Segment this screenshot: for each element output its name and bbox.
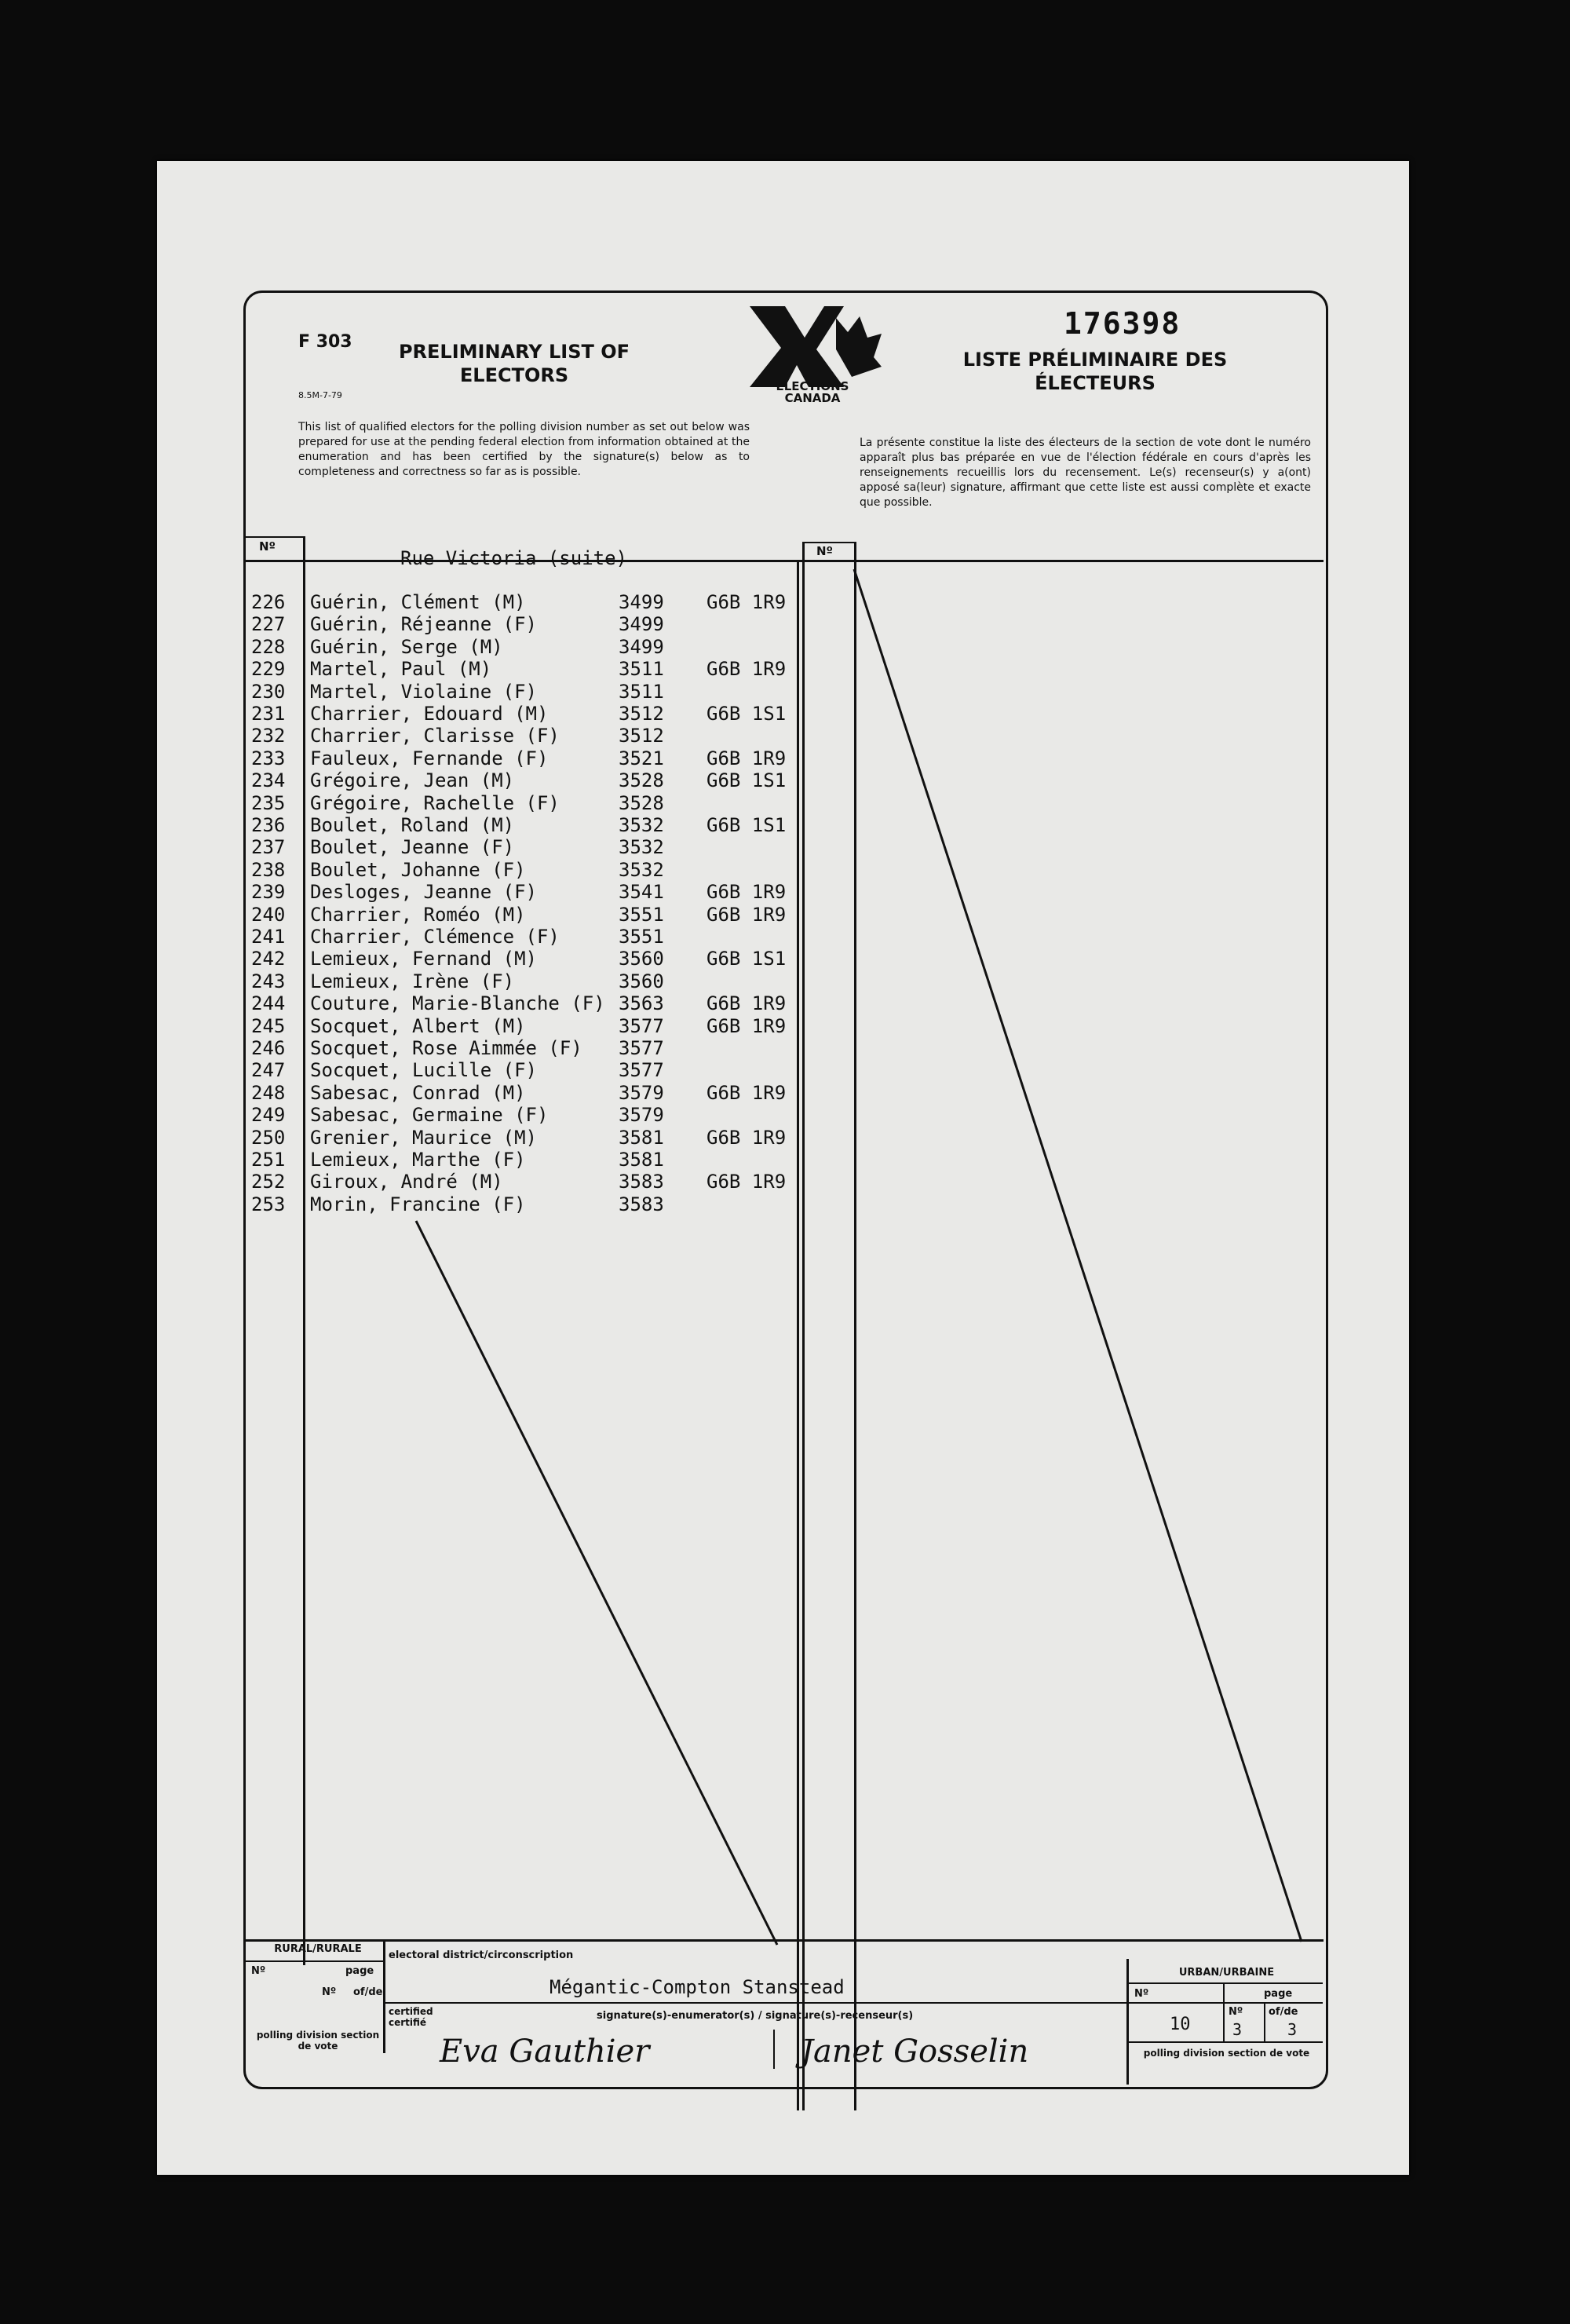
page-number: 3 — [1232, 2020, 1243, 2039]
elector-name: Morin, Francine (F) — [310, 1193, 526, 1215]
table-row — [251, 591, 801, 613]
elector-number: 226 — [251, 591, 286, 613]
elector-address: 3560 — [619, 948, 664, 970]
elector-postal-code: G6B 1R9 — [706, 658, 787, 681]
elector-number: 253 — [251, 1193, 286, 1215]
elector-address: 3581 — [619, 1126, 664, 1149]
elector-number: 230 — [251, 680, 286, 703]
elector-name: Sabesac, Germaine (F) — [310, 1104, 549, 1127]
title-en: PRELIMINARY LIST OF ELECTORS — [398, 341, 630, 386]
elector-number: 249 — [251, 1104, 286, 1127]
street-heading: Rue Victoria (suite) — [400, 547, 627, 569]
table-row — [251, 814, 801, 836]
table-row — [251, 859, 801, 881]
urban-bottom-rule — [1126, 2041, 1323, 2043]
table-row — [251, 1104, 801, 1126]
urban-of-label: of/de — [1269, 2006, 1298, 2018]
rural-rule — [246, 1960, 385, 1962]
table-row — [251, 1193, 801, 1215]
table-row — [251, 970, 801, 992]
table-row — [251, 948, 801, 970]
rural-right-rule — [383, 1939, 385, 2053]
elector-address: 3583 — [619, 1193, 664, 1215]
elector-address: 3499 — [619, 613, 664, 636]
elector-address: 3511 — [619, 680, 664, 703]
elector-postal-code: G6B 1S1 — [706, 703, 787, 725]
logo-text: ELECTIONS CANADA — [776, 379, 849, 405]
elector-number: 227 — [251, 613, 286, 636]
elector-address: 3521 — [619, 747, 664, 769]
table-row — [251, 658, 801, 680]
elector-number: 248 — [251, 1081, 286, 1104]
table-row — [251, 992, 801, 1014]
elector-number: 232 — [251, 725, 286, 747]
certified-label: certified certifié — [389, 2006, 433, 2028]
rural-of-label: of/de — [353, 1986, 383, 1998]
urban-page-no-label: Nº — [1229, 2006, 1243, 2018]
table-row — [251, 769, 801, 791]
district-rule — [383, 2002, 1286, 2004]
elector-address: 3499 — [619, 635, 664, 658]
table-row — [251, 1037, 801, 1059]
table-row — [251, 725, 801, 747]
rural-page-no-label: Nº — [322, 1986, 337, 1998]
elector-name: Boulet, Roland (M) — [310, 814, 515, 836]
table-row — [251, 636, 801, 658]
elector-postal-code: G6B 1R9 — [706, 881, 787, 904]
elector-name: Desloges, Jeanne (F) — [310, 881, 537, 904]
table-row — [251, 926, 801, 948]
elector-address: 3579 — [619, 1104, 664, 1127]
elector-number: 238 — [251, 858, 286, 881]
elector-number: 231 — [251, 703, 286, 725]
elector-name: Charrier, Edouard (M) — [310, 703, 549, 725]
intro-en: This list of qualified electors for the polling division number as set out below was prepared for use at the pending federal election from information obtained at the enumeration and has been certified by the signature(s) below as to completeness and correctness so far as is possible. — [298, 421, 750, 478]
elector-name: Socquet, Lucille (F) — [310, 1059, 537, 1082]
elector-number: 247 — [251, 1059, 286, 1082]
elector-address: 3551 — [619, 926, 664, 948]
elector-address: 3581 — [619, 1149, 664, 1171]
elector-number: 239 — [251, 881, 286, 904]
table-row — [251, 1127, 801, 1149]
elector-number: 240 — [251, 903, 286, 926]
elector-name: Lemieux, Fernand (M) — [310, 948, 537, 970]
elector-name: Charrier, Clémence (F) — [310, 926, 560, 948]
elector-address: 3528 — [619, 791, 664, 814]
table-row — [251, 836, 801, 858]
elector-postal-code: G6B 1R9 — [706, 1014, 787, 1037]
urban-page-rule — [1225, 2002, 1323, 2004]
elector-address: 3528 — [619, 769, 664, 792]
elector-number: 250 — [251, 1126, 286, 1149]
table-row — [251, 1171, 801, 1193]
no-header-left: Nº — [259, 539, 276, 554]
elector-number: 234 — [251, 769, 286, 792]
elector-address: 3532 — [619, 814, 664, 836]
form-code: F 303 — [298, 332, 352, 352]
elector-name: Charrier, Roméo (M) — [310, 903, 526, 926]
elector-name: Socquet, Rose Aimmée (F) — [310, 1037, 582, 1059]
rural-polling-label: polling division section de vote — [256, 2030, 380, 2052]
elector-name: Boulet, Johanne (F) — [310, 858, 526, 881]
urban-rule — [1126, 1982, 1323, 1984]
elector-address: 3560 — [619, 970, 664, 992]
elector-name: Charrier, Clarisse (F) — [310, 725, 560, 747]
urban-left-rule — [1126, 1959, 1129, 2085]
rural-page-label: page — [345, 1965, 374, 1977]
elector-number: 252 — [251, 1171, 286, 1193]
elector-address: 3532 — [619, 836, 664, 859]
elector-address: 3579 — [619, 1081, 664, 1104]
table-row — [251, 747, 801, 769]
signature-1: Eva Gauthier — [440, 2034, 650, 2070]
elector-number: 243 — [251, 970, 286, 992]
elector-postal-code: G6B 1S1 — [706, 948, 787, 970]
no-header-right: Nº — [816, 544, 834, 558]
table-row — [251, 681, 801, 703]
elector-number: 245 — [251, 1014, 286, 1037]
elector-number: 229 — [251, 658, 286, 681]
footer-top-rule — [246, 1939, 1324, 1942]
elector-postal-code: G6B 1R9 — [706, 1171, 787, 1193]
elector-postal-code: G6B 1R9 — [706, 992, 787, 1015]
elector-name: Socquet, Albert (M) — [310, 1014, 526, 1037]
elector-number: 244 — [251, 992, 286, 1015]
urban-no-label: Nº — [1134, 1988, 1149, 2000]
district-name: Mégantic-Compton Stanstead — [550, 1976, 845, 1998]
elector-name: Sabesac, Conrad (M) — [310, 1081, 526, 1104]
elector-name: Martel, Violaine (F) — [310, 680, 537, 703]
elector-address: 3551 — [619, 903, 664, 926]
elector-address: 3577 — [619, 1014, 664, 1037]
elector-number: 251 — [251, 1149, 286, 1171]
page-of-number: 3 — [1287, 2020, 1298, 2039]
elector-postal-code: G6B 1R9 — [706, 1081, 787, 1104]
elector-number: 236 — [251, 814, 286, 836]
elector-postal-code: G6B 1R9 — [706, 1126, 787, 1149]
elector-postal-code: G6B 1S1 — [706, 769, 787, 792]
urban-label: URBAN/URBAINE — [1178, 1967, 1275, 1979]
table-row — [251, 1015, 801, 1037]
serial-number: 176398 — [1064, 306, 1181, 341]
rural-label: RURAL/RURALE — [274, 1943, 362, 1955]
elector-address: 3499 — [619, 591, 664, 613]
elector-number: 233 — [251, 747, 286, 769]
table-row — [251, 613, 801, 635]
elector-postal-code: G6B 1R9 — [706, 591, 787, 613]
table-row — [251, 881, 801, 903]
table-row — [251, 703, 801, 725]
elector-number: 228 — [251, 635, 286, 658]
elector-number: 246 — [251, 1037, 286, 1059]
elector-name: Couture, Marie-Blanche (F) — [310, 992, 605, 1015]
elector-address: 3563 — [619, 992, 664, 1015]
elector-address: 3577 — [619, 1037, 664, 1059]
elector-number: 237 — [251, 836, 286, 859]
elector-name: Grégoire, Jean (M) — [310, 769, 515, 792]
intro-fr: La présente constitue la liste des électeurs de la section de vote dont le numéro apparaît plus bas préparée en vue de l'élection fédérale en cours d'après les renseignements recueillis lors du recensement. Le(s) recenseur(s) y a(ont) apposé sa(leur) signature, affirmant que cette liste est aussi complète et exacte que possible. — [860, 437, 1311, 509]
elector-number: 241 — [251, 926, 286, 948]
elector-name: Giroux, André (M) — [310, 1171, 503, 1193]
elector-address: 3541 — [619, 881, 664, 904]
elector-address: 3512 — [619, 725, 664, 747]
table-row — [251, 904, 801, 926]
form-sheet — [157, 161, 1409, 2175]
signature-divider — [773, 2030, 775, 2069]
elector-name: Martel, Paul (M) — [310, 658, 492, 681]
elector-name: Lemieux, Irène (F) — [310, 970, 515, 992]
rural-no-label: Nº — [251, 1965, 266, 1977]
elector-postal-code: G6B 1R9 — [706, 903, 787, 926]
elector-number: 242 — [251, 948, 286, 970]
urban-page-mid-rule — [1264, 2002, 1265, 2041]
elector-postal-code: G6B 1R9 — [706, 747, 787, 769]
signature-2: Janet Gosselin — [801, 2034, 1029, 2070]
urban-page-left-rule — [1223, 1982, 1225, 2041]
urban-polling-label: polling division section de vote — [1143, 2048, 1310, 2059]
elector-address: 3511 — [619, 658, 664, 681]
elector-name: Lemieux, Marthe (F) — [310, 1149, 526, 1171]
polling-number: 10 — [1170, 2015, 1191, 2034]
district-label: electoral district/circonscription — [389, 1949, 574, 1961]
elector-address: 3512 — [619, 703, 664, 725]
elector-name: Grenier, Maurice (M) — [310, 1126, 537, 1149]
elector-address: 3583 — [619, 1171, 664, 1193]
table-row — [251, 792, 801, 814]
elector-postal-code: G6B 1S1 — [706, 814, 787, 836]
elector-name: Grégoire, Rachelle (F) — [310, 791, 560, 814]
elector-name: Guérin, Clément (M) — [310, 591, 526, 613]
title-fr: LISTE PRÉLIMINAIRE DES ÉLECTEURS — [962, 349, 1228, 394]
elector-number: 235 — [251, 791, 286, 814]
elector-address: 3532 — [619, 858, 664, 881]
signature-label: signature(s)-enumerator(s) / signature(s)-recenseur(s) — [597, 2010, 914, 2022]
urban-page-label: page — [1264, 1988, 1293, 2000]
table-row — [251, 1082, 801, 1104]
elector-name: Boulet, Jeanne (F) — [310, 836, 515, 859]
elector-name: Guérin, Réjeanne (F) — [310, 613, 537, 636]
elector-name: Guérin, Serge (M) — [310, 635, 503, 658]
table-row — [251, 1059, 801, 1081]
elector-address: 3577 — [619, 1059, 664, 1082]
print-code: 8.5M-7-79 — [298, 390, 342, 400]
elector-name: Fauleux, Fernande (F) — [310, 747, 549, 769]
table-row — [251, 1149, 801, 1171]
